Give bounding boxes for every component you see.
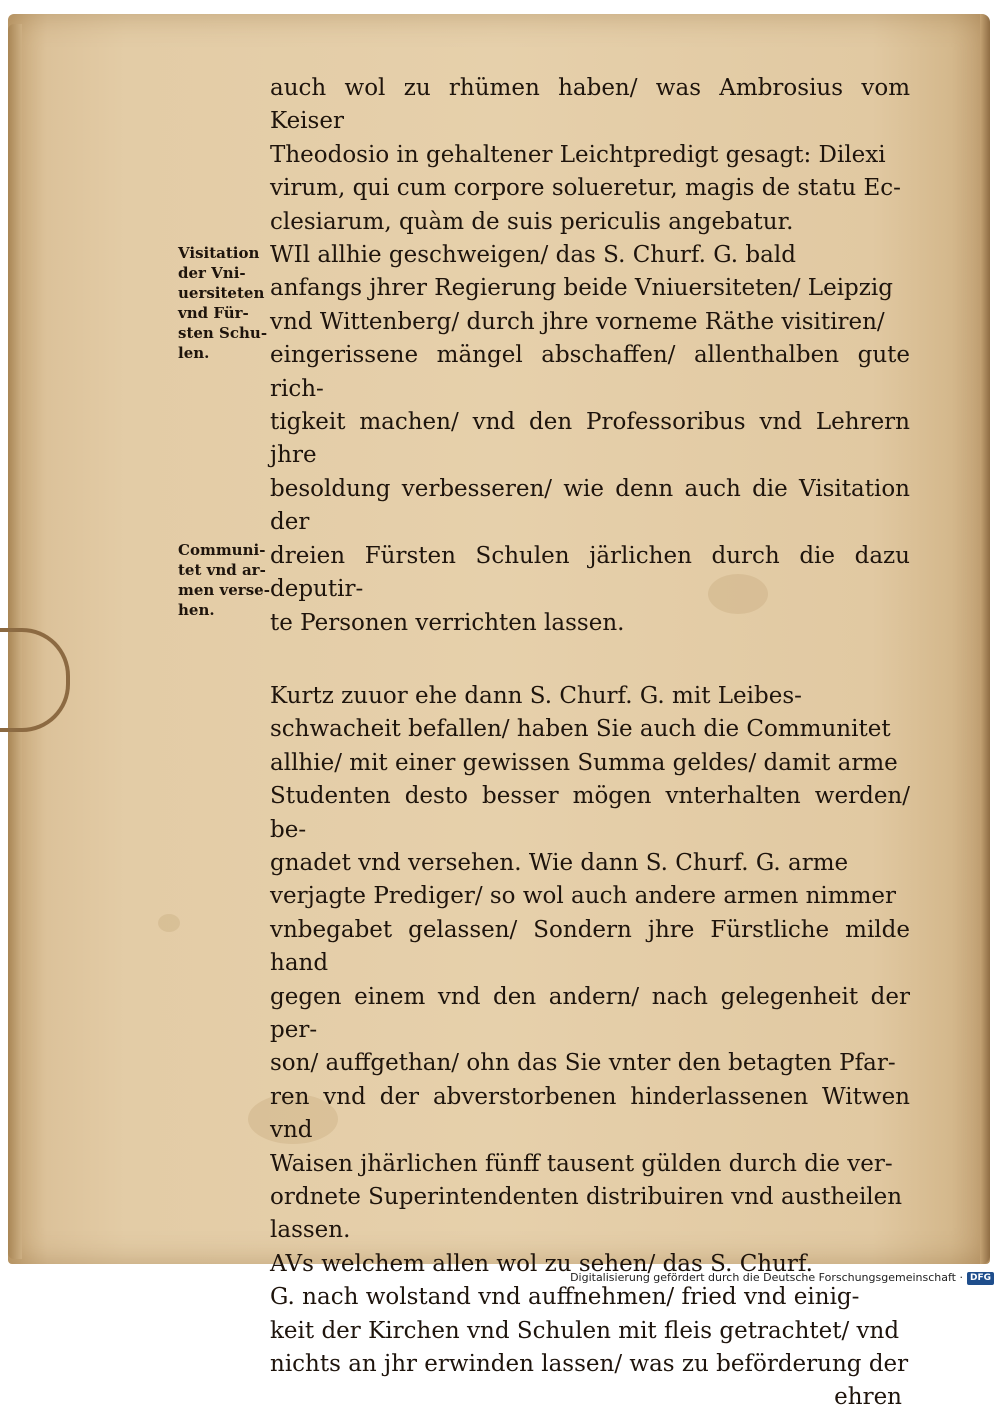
paragraph-conclusion: AVs welchem allen wol zu sehen/ das S. Churf. G. nach wolstand vnd auffnehmen/ fried vnd einig- keit der Kirchen vnd Schulen mit fleis getrachtet/ vnd nichts an jhr erwinden lassen/ was zu beförderung der [270,1250,909,1378]
paragraph-communitet: Kurtz zuuor ehe dann S. Churf. G. mit Leibes- schwacheit befallen/ haben Sie auch die Communitet allhie/ mit einer gewissen Summa geldes/ damit arme Studenten desto besser mögen vnterhalten werden/ be- gnadet vnd versehen. Wie dann S. Churf. G. arme verjagte Prediger/ so wol auch andere armen nimmer vnbegabet gelassen/ Sondern jhre Fürstliche milde hand gegen einem vnd den andern/ nach gelegenheit der per- son/ auffgethan/ ohn das Sie vnter den betagten Pfar- ren vnd der abverstorbenen hinderlassenen Witwen vnd Waisen jhärlichen fünff tausent gülden durch die ver- ordnete Superintendenten distribuiren vnd austheilen lassen. [270,682,910,1244]
digitization-credit [570,1270,994,1286]
credit-text: Digitalisierung gefördert durch die Deutsche Forschungsgemeinschaft · [570,1271,963,1284]
binding-clip [0,628,70,732]
page-right-edge [980,14,990,1264]
paper-stain [158,914,180,932]
dfg-logo: DFG [967,1272,994,1285]
paragraph-ambrosius: auch wol zu rhümen haben/ was Ambrosius vom Keiser Theodosio in gehaltener Leichtpredigt gesagt: Dilexi virum, qui cum corpore solueretur, magis de statu Ec- clesiarum, quàm de suis periculis angebatur. [270,75,910,235]
catchword: ehren [834,1384,902,1411]
body-text [270,72,910,1415]
paragraph-visitation: WIl allhie geschweigen/ das S. Churf. G. bald anfangs jhrer Regierung beide Vniuersiteten/ Leipzig vnd Wittenberg/ durch jhre vorneme Räthe visitiren/ eingerissene mängel abschaffen/ allenthalben gute rich- tigkeit machen/ vnd den Professoribus vnd Lehrern jhre besoldung verbesseren/ wie denn auch die Visitation der dreien Fürsten Schulen järlichen durch die dazu deputir- te Personen verrichten lassen. [270,242,910,636]
paragraph-gap [270,640,910,680]
marginal-note-visitation: Visitation der Vni- uersiteten vnd Für- sten Schu- len. [178,244,268,362]
marginal-note-communitet: Communi- tet vnd ar- men verse- hen. [178,541,270,619]
